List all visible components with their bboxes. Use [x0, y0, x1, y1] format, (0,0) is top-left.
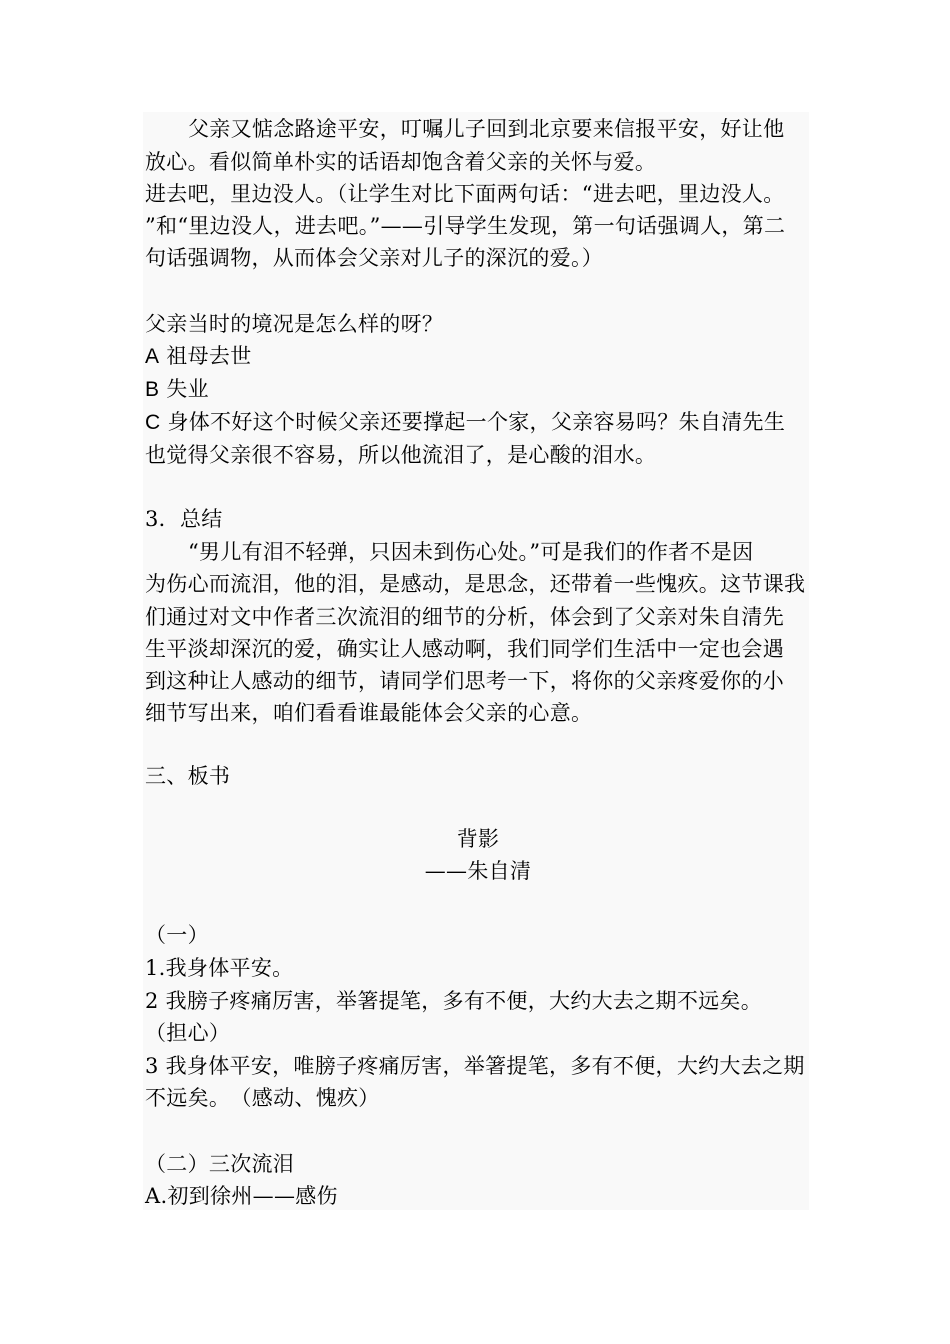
option-a — [145, 340, 811, 373]
paragraph-line: 进去吧，里边没人。（让学生对比下面两句话：“进去吧，里边没人。 — [145, 182, 785, 206]
board-author: ——朱自清 — [424, 859, 532, 883]
question: 父亲当时的境况是怎么样的呀？ — [145, 312, 444, 336]
part-heading: （一） — [145, 923, 209, 947]
option-c — [145, 406, 811, 439]
paragraph-line: 句话强调物，从而体会父亲对儿子的深沉的爱。） — [145, 246, 604, 270]
option-a-label: A — [145, 345, 160, 368]
section-heading: 三、板书 — [145, 764, 231, 788]
option-b-label: B — [145, 378, 160, 401]
paragraph-line: 生平淡却深沉的爱，确实让人感动啊，我们同学们生活中一定也会遇 — [145, 637, 784, 661]
list-item-note: （担心） — [145, 1021, 231, 1045]
board-title: 背影 — [456, 827, 500, 851]
paragraph-line: 到这种让人感动的细节，请同学们思考一下，将你的父亲疼爱你的小 — [145, 669, 784, 693]
list-item: 1.我身体平安。 — [145, 956, 294, 980]
list-item: 不远矣。 （感动、愧疚） — [145, 1086, 380, 1110]
paragraph-line: 也觉得父亲很不容易，所以他流泪了，是心酸的泪水。 — [145, 443, 657, 467]
section-heading: 3．总结 — [145, 507, 223, 531]
paragraph-line: “男儿有泪不轻弹，只因未到伤心处。”可是我们的作者不是因 — [188, 540, 754, 564]
paragraph-line: ”和“里边没人，进去吧。”——引导学生发现，第一句话强调人，第二 — [145, 214, 786, 238]
paragraph-line: 父亲又惦念路途平安，叮嘱儿子回到北京要来信报平安，好让他 — [188, 117, 785, 141]
option-c-label: C — [145, 411, 161, 434]
paragraph-line: 细节写出来，咱们看看谁最能体会父亲的心意。 — [145, 701, 593, 725]
option-a-text: 祖母去世 — [166, 344, 252, 368]
option-b-text: 失业 — [166, 377, 209, 401]
list-item: 3 我身体平安，唯膀子疼痛厉害，举箸提笔，多有不便，大约大去之期 — [145, 1054, 805, 1078]
paragraph-line: 放心。看似简单朴实的话语却饱含着父亲的关怀与爱。 — [145, 150, 657, 174]
list-item: 2 我膀子疼痛厉害，举箸提笔，多有不便，大约大去之期不远矣。 — [145, 989, 763, 1013]
paragraph-line: 们通过对文中作者三次流泪的细节的分析，体会到了父亲对朱自清先 — [145, 605, 784, 629]
option-c-text: 身体不好这个时候父亲还要撑起一个家，父亲容易吗？朱自清先生 — [167, 410, 786, 434]
paragraph-line: 为伤心而流泪，他的泪，是感动，是思念，还带着一些愧疚。这节课我 — [145, 572, 806, 596]
list-item: A.初到徐州——感伤 — [145, 1184, 338, 1208]
part-heading: （二）三次流泪 — [145, 1152, 295, 1176]
option-b — [145, 373, 811, 406]
